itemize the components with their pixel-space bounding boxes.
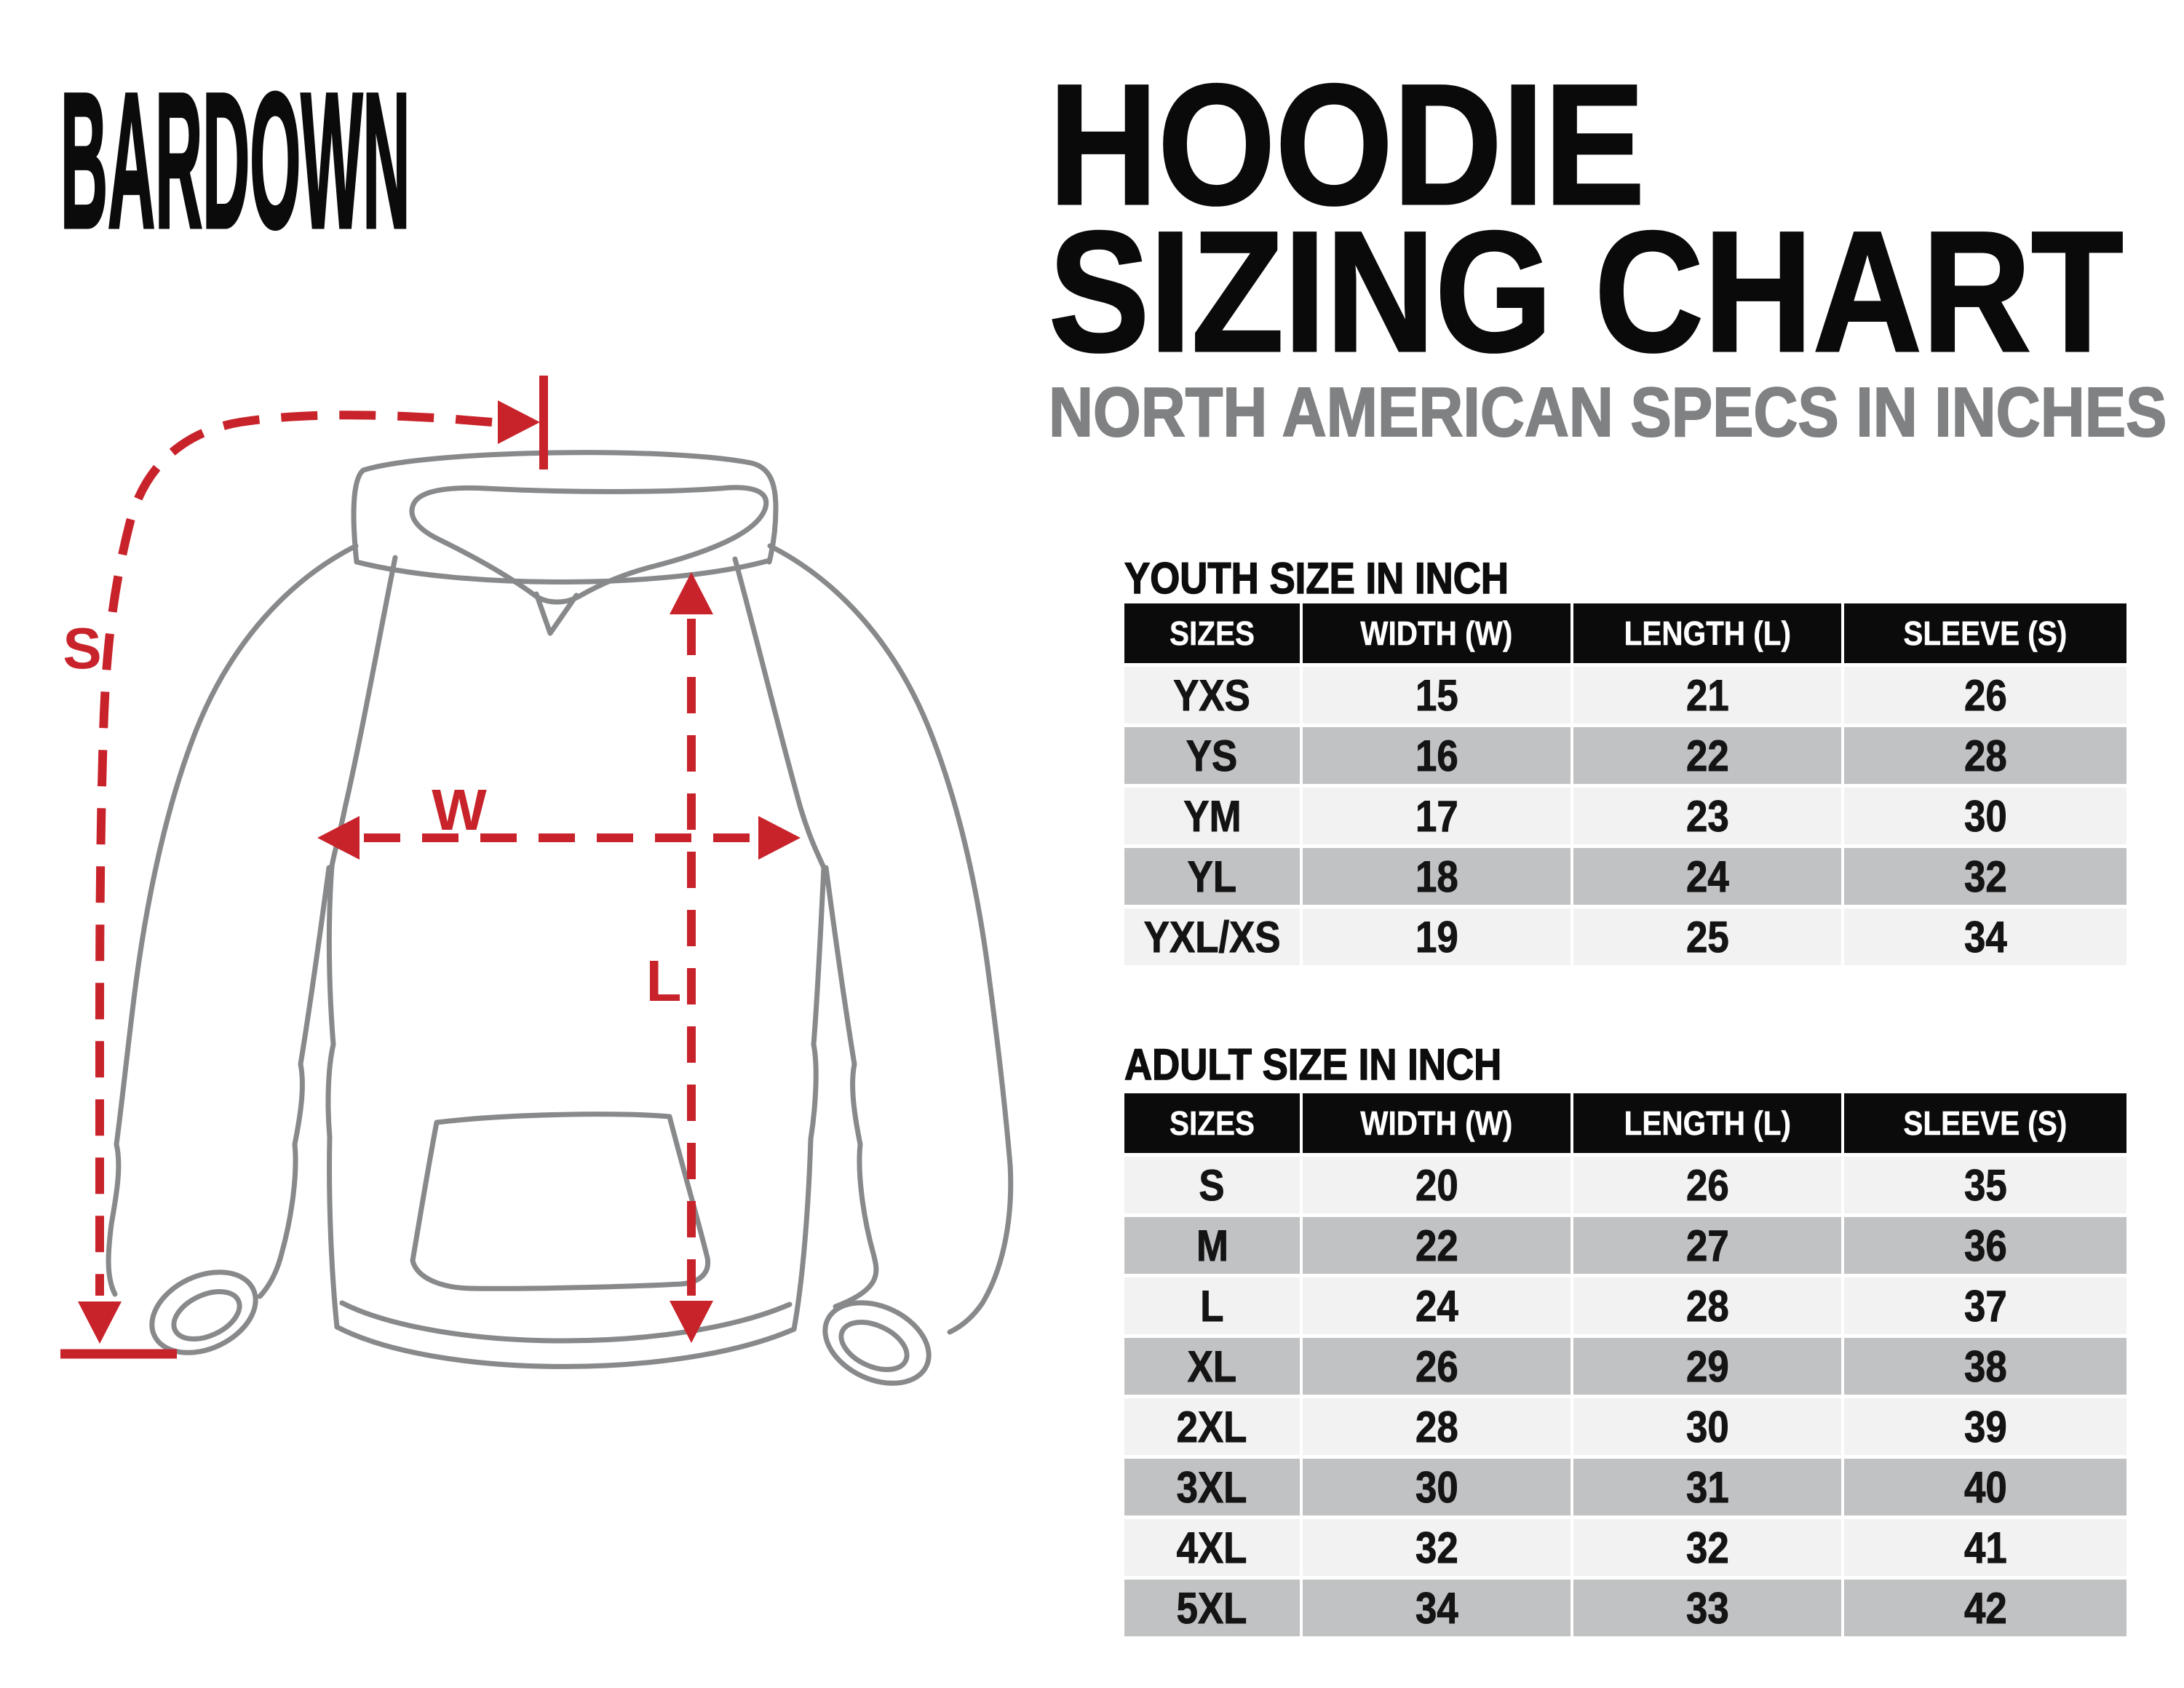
size-cell-3xl: 3XL <box>1124 1459 1300 1515</box>
column-header-sizes: SIZES <box>1124 1093 1300 1153</box>
value-cell: 32 <box>1573 1519 1841 1576</box>
page-title-line2: SIZING CHART <box>1049 196 2124 388</box>
hoodie-outline-drawing <box>108 453 1011 1399</box>
value-cell: 34 <box>1303 1580 1571 1636</box>
value-cell: 39 <box>1844 1398 2127 1455</box>
length-arrowhead-down <box>670 1301 713 1343</box>
value-cell: 30 <box>1844 788 2127 844</box>
page-title <box>1049 49 2184 388</box>
brand-logo-text: BARDOWN <box>60 53 410 269</box>
column-header-width-w: WIDTH (W) <box>1303 1093 1571 1153</box>
value-cell: 27 <box>1573 1217 1841 1274</box>
value-cell: 20 <box>1303 1157 1571 1213</box>
value-cell: 30 <box>1303 1459 1571 1515</box>
column-header-length-l: LENGTH (L) <box>1573 603 1841 663</box>
youth-size-table <box>1124 603 2127 965</box>
youth-table-heading: YOUTH SIZE IN INCH <box>1124 554 1509 603</box>
size-cell-2xl: 2XL <box>1124 1398 1300 1455</box>
value-cell: 38 <box>1844 1338 2127 1395</box>
size-cell-ym: YM <box>1124 788 1300 844</box>
size-cell-l: L <box>1124 1277 1300 1334</box>
value-cell: 23 <box>1573 788 1841 844</box>
value-cell: 22 <box>1303 1217 1571 1274</box>
brand-logo <box>60 53 1089 269</box>
column-header-length-l: LENGTH (L) <box>1573 1093 1841 1153</box>
value-cell: 17 <box>1303 788 1571 844</box>
value-cell: 28 <box>1573 1277 1841 1334</box>
value-cell: 29 <box>1573 1338 1841 1395</box>
value-cell: 21 <box>1573 667 1841 724</box>
adult-size-table <box>1124 1093 2127 1636</box>
size-cell-5xl: 5XL <box>1124 1580 1300 1636</box>
value-cell: 32 <box>1303 1519 1571 1576</box>
value-cell: 26 <box>1844 667 2127 724</box>
page-title-line1: HOODIE <box>1049 49 1645 241</box>
column-header-sleeve-s: SLEEVE (S) <box>1844 1093 2127 1153</box>
size-cell-yxl-xs: YXL/XS <box>1124 908 1300 965</box>
value-cell: 37 <box>1844 1277 2127 1334</box>
value-cell: 25 <box>1573 908 1841 965</box>
length-measure-label: L <box>646 948 682 1013</box>
value-cell: 28 <box>1844 727 2127 784</box>
value-cell: 33 <box>1573 1580 1841 1636</box>
value-cell: 16 <box>1303 727 1571 784</box>
size-cell-yl: YL <box>1124 848 1300 905</box>
adult-table-heading: ADULT SIZE IN INCH <box>1124 1040 1502 1089</box>
column-header-sleeve-s: SLEEVE (S) <box>1844 603 2127 663</box>
value-cell: 26 <box>1303 1338 1571 1395</box>
sleeve-arrowhead-down <box>78 1301 122 1344</box>
value-cell: 19 <box>1303 908 1571 965</box>
value-cell: 40 <box>1844 1459 2127 1515</box>
value-cell: 30 <box>1573 1398 1841 1455</box>
value-cell: 24 <box>1303 1277 1571 1334</box>
value-cell: 42 <box>1844 1580 2127 1636</box>
value-cell: 22 <box>1573 727 1841 784</box>
value-cell: 32 <box>1844 848 2127 905</box>
column-header-sizes: SIZES <box>1124 603 1300 663</box>
size-cell-yxs: YXS <box>1124 667 1300 724</box>
width-measure-label: W <box>432 777 487 842</box>
sleeve-arrowhead-right <box>498 400 540 444</box>
value-cell: 26 <box>1573 1157 1841 1213</box>
column-header-width-w: WIDTH (W) <box>1303 603 1571 663</box>
width-arrowhead-right <box>758 816 801 860</box>
size-cell-s: S <box>1124 1157 1300 1213</box>
value-cell: 18 <box>1303 848 1571 905</box>
width-arrowhead-left <box>317 816 360 860</box>
value-cell: 35 <box>1844 1157 2127 1213</box>
value-cell: 34 <box>1844 908 2127 965</box>
value-cell: 15 <box>1303 667 1571 724</box>
sleeve-measure-label: S <box>63 616 102 681</box>
size-cell-xl: XL <box>1124 1338 1300 1395</box>
size-cell-ys: YS <box>1124 727 1300 784</box>
value-cell: 41 <box>1844 1519 2127 1576</box>
value-cell: 36 <box>1844 1217 2127 1274</box>
measurement-arrows <box>60 376 801 1354</box>
page-subtitle: NORTH AMERICAN SPECS IN INCHES <box>1049 373 2167 451</box>
hoodie-measurement-diagram <box>0 328 1092 1492</box>
value-cell: 31 <box>1573 1459 1841 1515</box>
value-cell: 24 <box>1573 848 1841 905</box>
size-cell-m: M <box>1124 1217 1300 1274</box>
size-cell-4xl: 4XL <box>1124 1519 1300 1576</box>
value-cell: 28 <box>1303 1398 1571 1455</box>
